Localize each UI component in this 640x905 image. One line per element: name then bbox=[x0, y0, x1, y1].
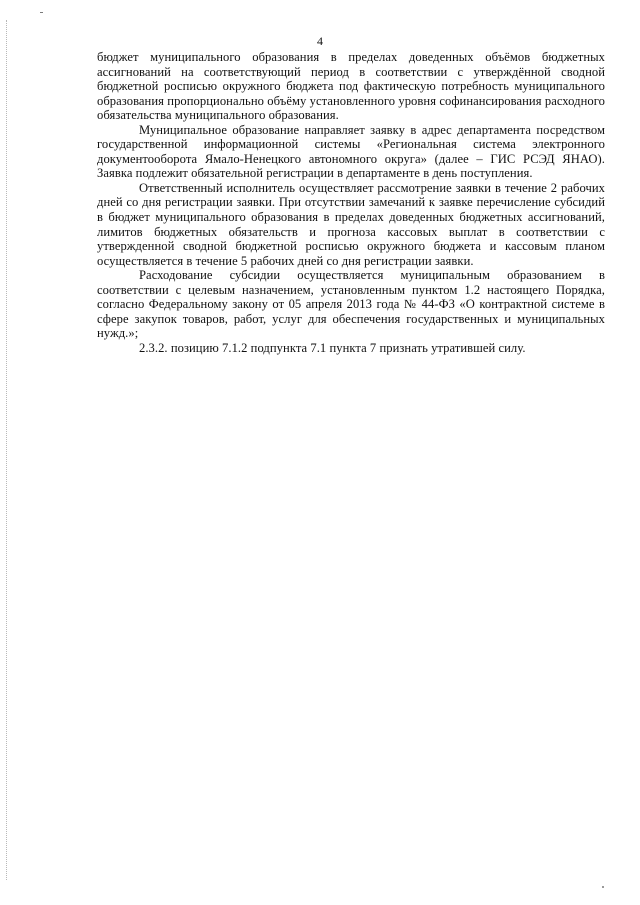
scan-speck bbox=[40, 12, 43, 13]
scan-edge-mark bbox=[6, 20, 8, 880]
paragraph-application-review: Ответственный исполнитель осуществляет рассмотрение заявки в течение 2 рабочих дней со дня регистрации заявки. При отсутствии замечаний к заявке перечисление субсидий в бюджет муниципального образования в пределах доведенных бюджетных ассигнований, лимитов бюджетных обязательств и прогноза кассовых выплат в соответствии с утвержденной сводной бюджетной росписью окружного бюджета и кассовым планом осуществляется в течение 5 рабочих дней со дня регистрации заявки. bbox=[97, 180, 605, 268]
paragraph-budget-transfer: бюджет муниципального образования в пределах доведенных объёмов бюджетных ассигнований на соответствующий период в соответствии с утверждённой сводной бюджетной росписью окружного бюджета под фактическую потребность муниципального образования пропорционально объёму установленного уровня софинансирования расходного обязательства муниципального образования. bbox=[97, 50, 605, 123]
page-number: 4 bbox=[317, 34, 323, 48]
document-body bbox=[97, 50, 605, 355]
scan-speck bbox=[602, 886, 604, 888]
paragraph-clause-repeal: 2.3.2. позицию 7.1.2 подпункта 7.1 пункта 7 признать утратившей силу. bbox=[139, 340, 526, 355]
paragraph-application-submission: Муниципальное образование направляет заявку в адрес департамента посредством государственной информационной системы «Региональная система электронного документооборота Ямало-Ненецкого автономного округа» (далее – ГИС РСЭД ЯНАО). Заявка подлежит обязательной регистрации в департаменте в день поступления. bbox=[97, 122, 605, 181]
paragraph-subsidy-spending: Расходование субсидии осуществляется муниципальным образованием в соответствии с целевым назначением, установленным пунктом 1.2 настоящего Порядка, согласно Федеральному закону от 05 апреля 2013 года № 44-ФЗ «О контрактной системе в сфере закупок товаров, работ, услуг для обеспечения государственных и муниципальных нужд.»; bbox=[97, 268, 605, 341]
